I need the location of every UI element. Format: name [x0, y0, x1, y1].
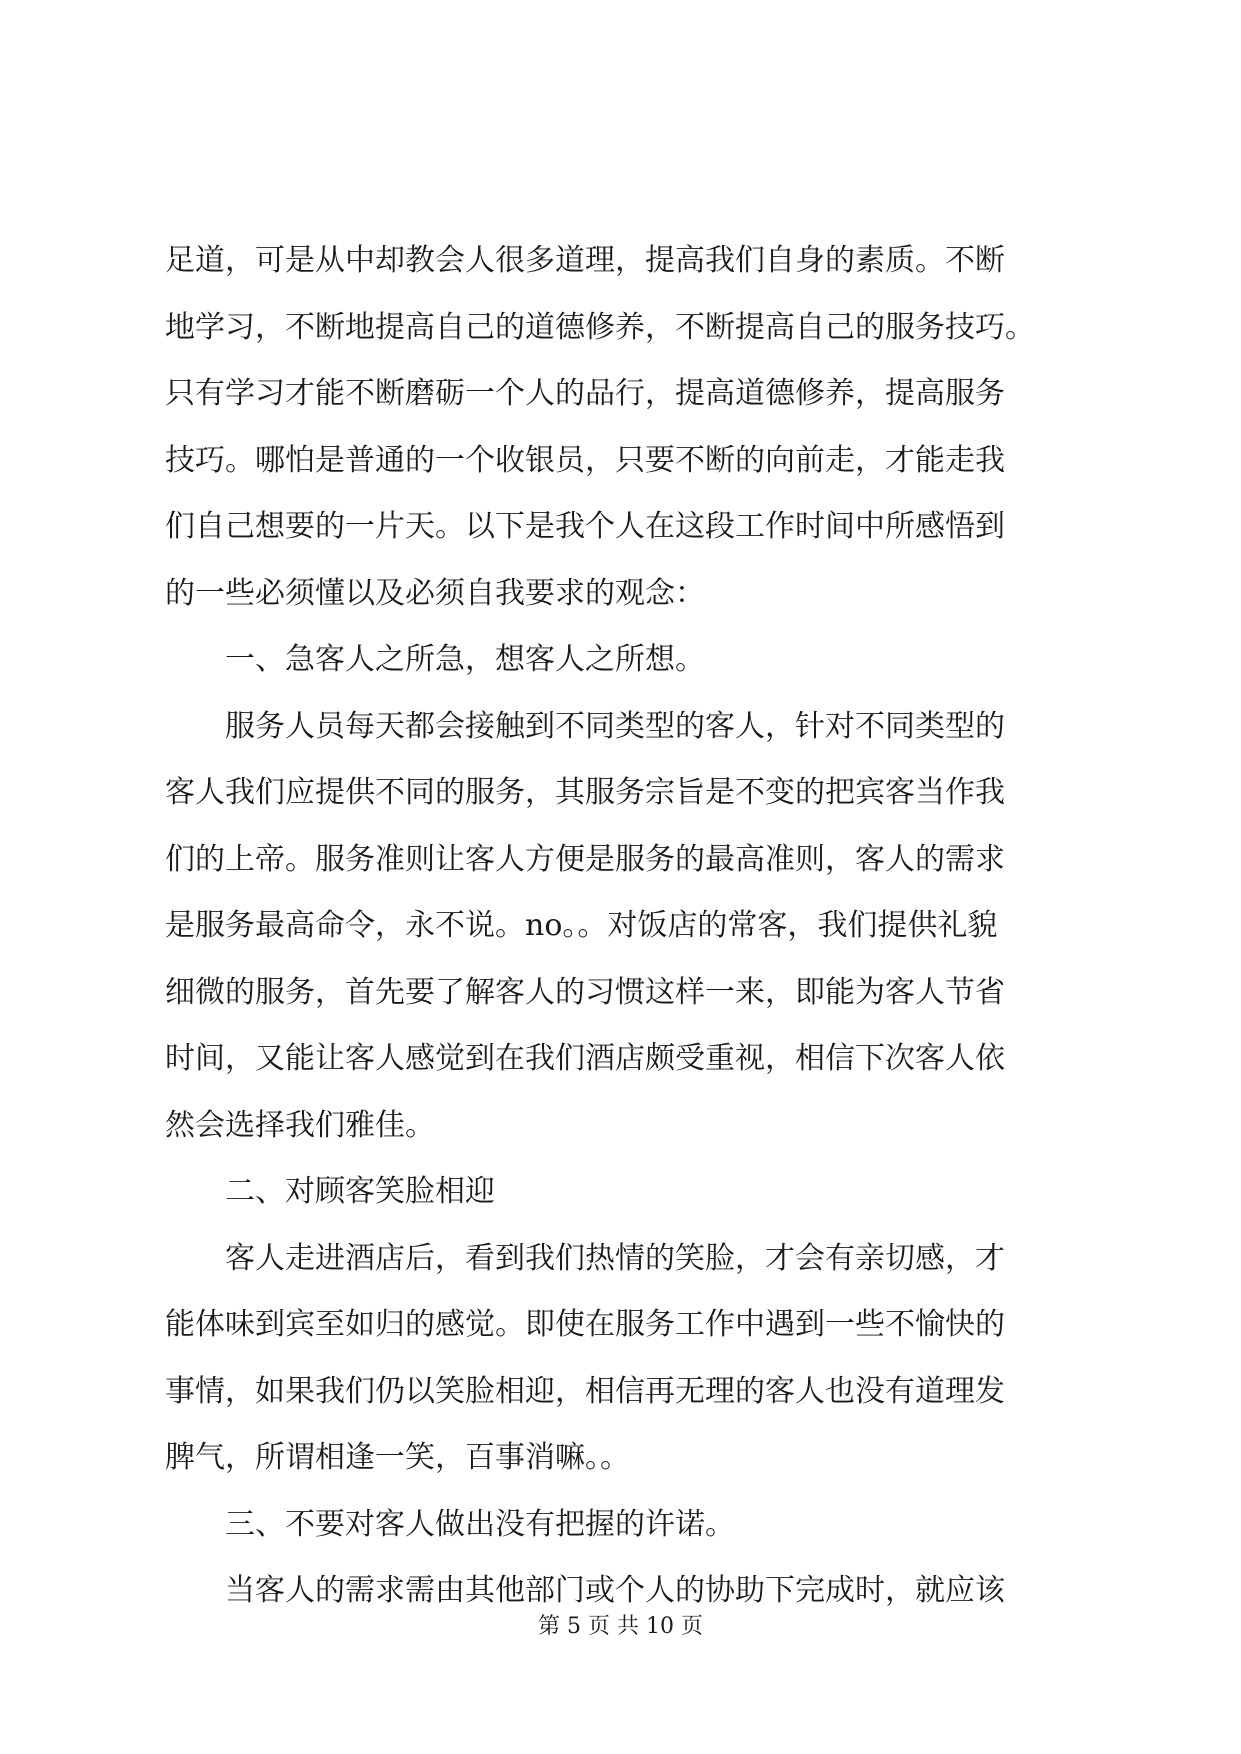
- page-number-footer: 第 5 页 共 10 页: [538, 1614, 703, 1639]
- text-line: 能体味到宾至如归的感觉。即使在服务工作中遇到一些不愉快的: [165, 1307, 1005, 1342]
- text-line: 地学习，不断地提高自己的道德修养，不断提高自己的服务技巧。: [165, 309, 1035, 345]
- section-heading-1: 一、急客人之所急，想客人之所想。: [165, 642, 705, 677]
- text-line: 是服务最高命令，永不说。no。。对饭店的常客，我们提供礼貌: [165, 908, 998, 943]
- text-line: 事情，如果我们仍以笑脸相迎，相信再无理的客人也没有道理发: [165, 1373, 1005, 1409]
- text-line: 们自己想要的一片天。以下是我个人在这段工作时间中所感悟到: [165, 509, 1005, 544]
- text-line: 足道，可是从中却教会人很多道理，提高我们自身的素质。不断: [165, 243, 1005, 278]
- text-line: 的一些必须懂以及必须自我要求的观念：: [165, 575, 705, 611]
- text-line: 脾气，所谓相逢一笑，百事消嘛。。: [165, 1440, 630, 1475]
- section-heading-2: 二、对顾客笑脸相迎: [165, 1174, 495, 1209]
- text-line: 服务人员每天都会接触到不同类型的客人，针对不同类型的: [165, 708, 1005, 744]
- text-line: 然会选择我们雅佳。: [165, 1107, 435, 1143]
- text-line: 们的上帝。服务准则让客人方便是服务的最高准则，客人的需求: [165, 841, 1005, 877]
- text-line: 当客人的需求需由其他部门或个人的协助下完成时，就应该: [165, 1573, 1005, 1608]
- section-heading-3: 三、不要对客人做出没有把握的许诺。: [165, 1506, 735, 1542]
- text-line: 客人我们应提供不同的服务，其服务宗旨是不变的把宾客当作我: [165, 775, 1005, 810]
- text-line: 客人走进酒店后，看到我们热情的笑脸，才会有亲切感，才: [165, 1240, 1005, 1276]
- text-line: 只有学习才能不断磨砺一个人的品行，提高道德修养，提高服务: [165, 376, 1005, 411]
- text-line: 技巧。哪怕是普通的一个收银员，只要不断的向前走，才能走我: [165, 442, 1005, 478]
- document-body: [165, 228, 1090, 1625]
- text-line: 细微的服务，首先要了解客人的习惯这样一来，即能为客人节省: [165, 974, 1005, 1010]
- text-line: 时间，又能让客人感觉到在我们酒店颇受重视，相信下次客人依: [165, 1041, 1005, 1076]
